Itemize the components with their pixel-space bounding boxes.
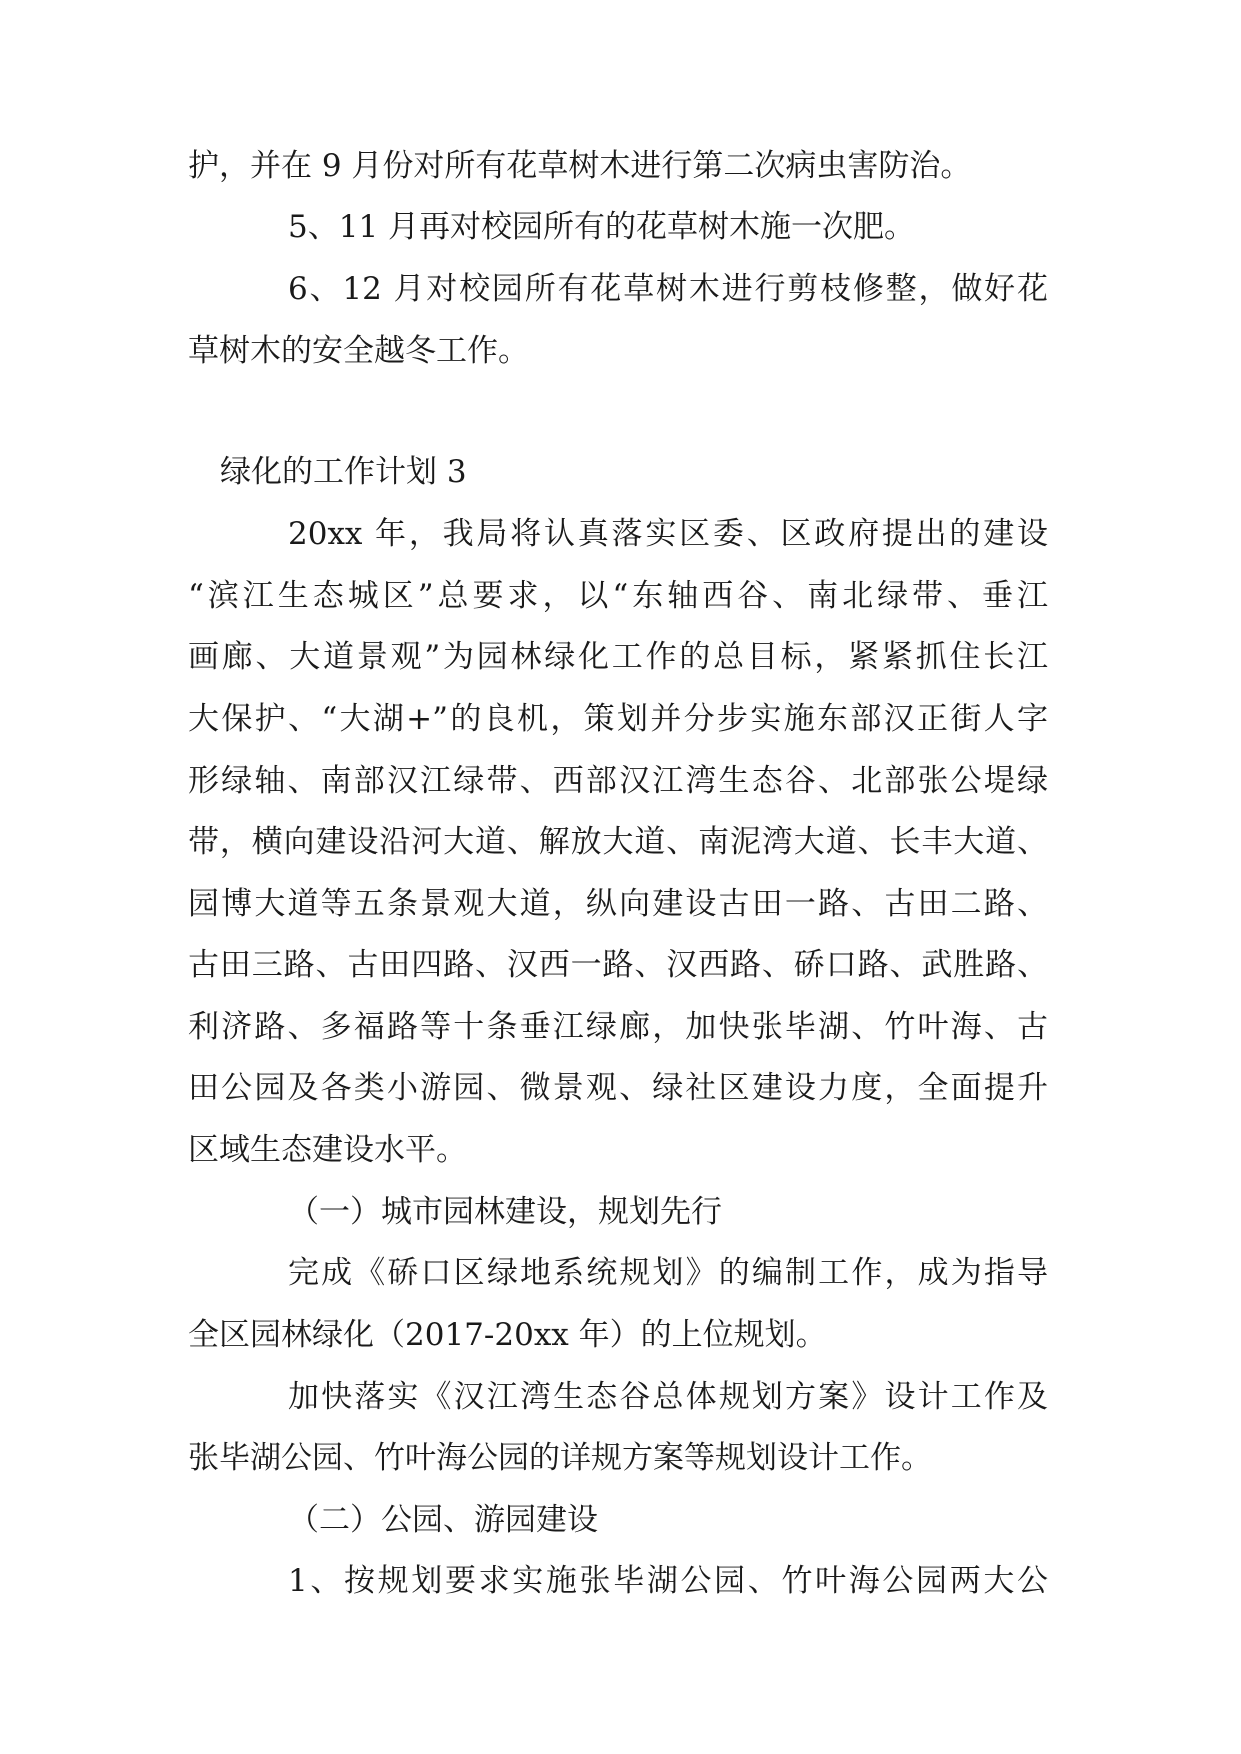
body-line: 利济路、多福路等十条垂江绿廊，加快张毕湖、竹叶海、古 xyxy=(188,1009,1048,1045)
body-line: 5、11 月再对校园所有的花草树木施一次肥。 xyxy=(288,209,916,245)
body-line: 20xx 年，我局将认真落实区委、区政府提出的建设 xyxy=(288,516,1048,552)
body-line: 草树木的安全越冬工作。 xyxy=(188,333,529,369)
body-line: 形绿轴、南部汉江绿带、西部汉江湾生态谷、北部张公堤绿 xyxy=(188,763,1048,799)
section-heading: 绿化的工作计划 3 xyxy=(220,454,467,490)
body-line: 全区园林绿化（2017-20xx 年）的上位规划。 xyxy=(188,1317,827,1353)
body-line: 园博大道等五条景观大道，纵向建设古田一路、古田二路、 xyxy=(188,886,1048,922)
subsection-heading: （二）公园、游园建设 xyxy=(288,1502,598,1538)
body-line: 加快落实《汉江湾生态谷总体规划方案》设计工作及 xyxy=(288,1379,1048,1415)
body-line: 大保护、“大湖+”的良机，策划并分步实施东部汉正街人字 xyxy=(188,701,1048,737)
body-line: 田公园及各类小游园、微景观、绿社区建设力度，全面提升 xyxy=(188,1070,1048,1106)
body-line: 画廊、大道景观”为园林绿化工作的总目标，紧紧抓住长江 xyxy=(188,639,1048,675)
body-line: 区域生态建设水平。 xyxy=(188,1132,467,1168)
body-line: “滨江生态城区”总要求，以“东轴西谷、南北绿带、垂江 xyxy=(188,578,1048,614)
subsection-heading: （一）城市园林建设，规划先行 xyxy=(288,1194,722,1230)
body-line: 张毕湖公园、竹叶海公园的详规方案等规划设计工作。 xyxy=(188,1440,932,1476)
body-line: 古田三路、古田四路、汉西一路、汉西路、硚口路、武胜路、 xyxy=(188,947,1048,983)
body-line: 6、12 月对校园所有花草树木进行剪枝修整，做好花 xyxy=(288,271,1048,307)
body-line: 完成《硚口区绿地系统规划》的编制工作，成为指导 xyxy=(288,1255,1048,1291)
body-line: 1、按规划要求实施张毕湖公园、竹叶海公园两大公 xyxy=(288,1563,1048,1599)
body-line: 带，横向建设沿河大道、解放大道、南泥湾大道、长丰大道、 xyxy=(188,824,1048,860)
body-line: 护，并在 9 月份对所有花草树木进行第二次病虫害防治。 xyxy=(188,148,972,184)
